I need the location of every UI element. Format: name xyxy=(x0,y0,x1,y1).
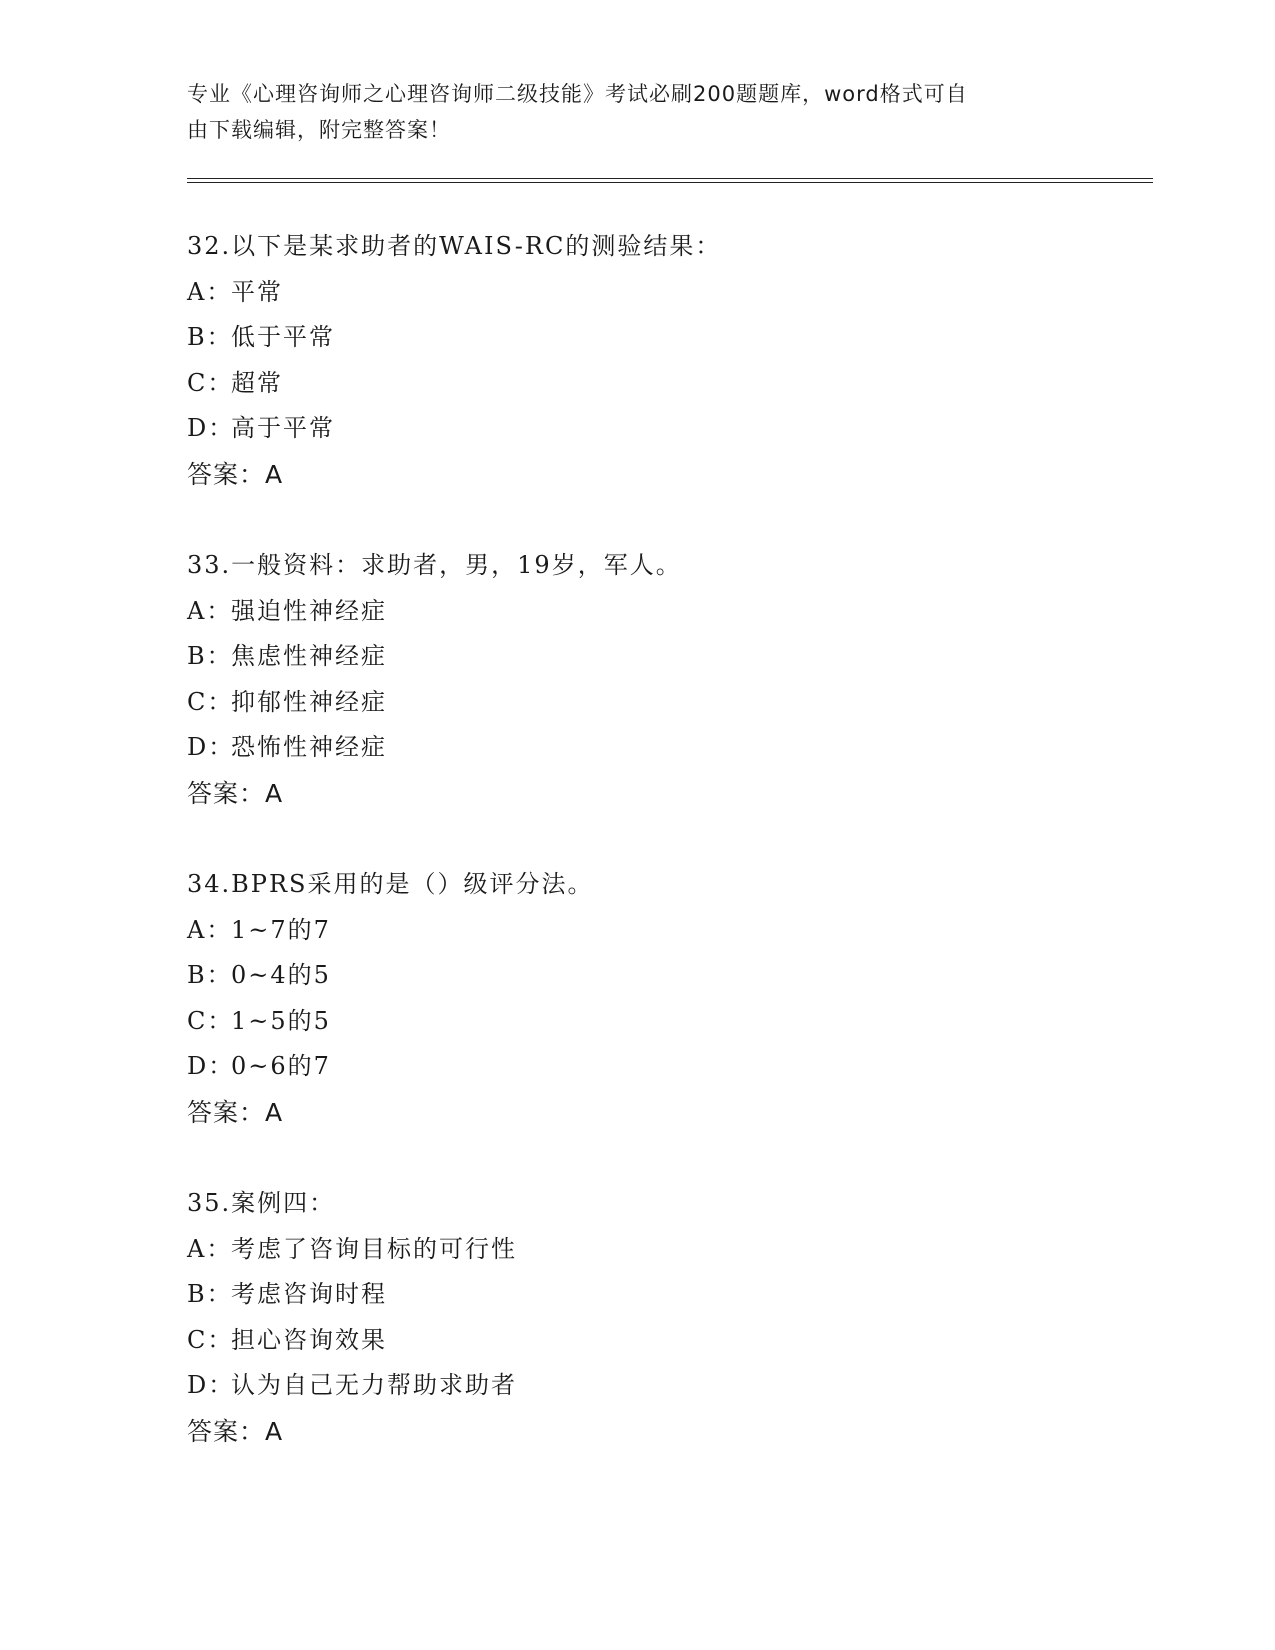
option-text: 低于平常 xyxy=(231,323,335,351)
document-header xyxy=(187,76,1087,148)
option-letter: C： xyxy=(187,1325,234,1354)
option-text: 抑郁性神经症 xyxy=(231,687,387,716)
option-text: 恐怖性神经症 xyxy=(231,733,387,761)
option-letter: D： xyxy=(187,733,235,761)
option-b xyxy=(187,634,1087,680)
option-text: 强迫性神经症 xyxy=(231,596,387,625)
option-letter: A： xyxy=(187,277,233,306)
option-letter: B： xyxy=(187,1280,233,1308)
option-c xyxy=(187,1318,1087,1364)
option-d xyxy=(187,725,1087,771)
option-letter: B： xyxy=(187,642,233,670)
option-letter: D： xyxy=(187,414,235,442)
question-stem: 34.BPRS采用的是（）级评分法。 xyxy=(187,870,594,898)
option-a xyxy=(187,589,1087,635)
option-letter: B： xyxy=(187,323,233,351)
answer-line: 答案：A xyxy=(187,778,284,808)
option-letter: C： xyxy=(187,687,234,716)
option-a xyxy=(187,1227,1087,1273)
answer-line: 答案：A xyxy=(187,1416,284,1446)
option-text: 担心咨询效果 xyxy=(231,1325,387,1354)
header-divider-bottom xyxy=(187,182,1153,183)
option-letter: B： xyxy=(187,961,233,989)
answer-line: 答案：A xyxy=(187,1097,284,1127)
header-line-2: 由下载编辑，附完整答案！ xyxy=(187,118,451,142)
question-stem: 32.以下是某求助者的WAIS-RC的测验结果： xyxy=(187,232,722,260)
option-text: 1~5的5 xyxy=(231,1006,331,1035)
option-text: 0~4的5 xyxy=(231,961,331,989)
option-text: 平常 xyxy=(231,277,283,306)
option-a xyxy=(187,270,1087,316)
option-text: 高于平常 xyxy=(231,414,335,442)
question-stem: 33.一般资料：求助者，男，19岁，军人。 xyxy=(187,551,682,579)
option-text: 考虑咨询时程 xyxy=(231,1280,387,1308)
question-block xyxy=(187,862,1087,1135)
option-letter: C： xyxy=(187,368,234,397)
option-text: 考虑了咨询目标的可行性 xyxy=(231,1234,517,1263)
option-c xyxy=(187,361,1087,407)
option-text: 1~7的7 xyxy=(231,915,331,944)
question-block xyxy=(187,543,1087,816)
option-text: 认为自己无力帮助求助者 xyxy=(231,1371,517,1399)
option-b xyxy=(187,1272,1087,1318)
option-a xyxy=(187,908,1087,954)
option-text: 0~6的7 xyxy=(231,1052,331,1080)
option-letter: A： xyxy=(187,915,233,944)
option-letter: D： xyxy=(187,1052,235,1080)
option-text: 超常 xyxy=(231,368,283,397)
question-stem: 35.案例四： xyxy=(187,1189,336,1217)
header-line-1: 专业《心理咨询师之心理咨询师二级技能》考试必刷200题题库，word格式可自 xyxy=(187,82,968,106)
option-letter: A： xyxy=(187,1234,233,1263)
option-letter: C： xyxy=(187,1006,234,1035)
option-d xyxy=(187,1363,1087,1409)
option-d xyxy=(187,1044,1087,1090)
option-text: 焦虑性神经症 xyxy=(231,642,387,670)
option-b xyxy=(187,953,1087,999)
option-letter: A： xyxy=(187,596,233,625)
option-letter: D： xyxy=(187,1371,235,1399)
option-c xyxy=(187,680,1087,726)
question-block xyxy=(187,1181,1087,1454)
question-block xyxy=(187,224,1087,497)
option-c xyxy=(187,999,1087,1045)
answer-line: 答案：A xyxy=(187,459,284,489)
option-b xyxy=(187,315,1087,361)
header-divider-top xyxy=(187,178,1153,179)
option-d xyxy=(187,406,1087,452)
